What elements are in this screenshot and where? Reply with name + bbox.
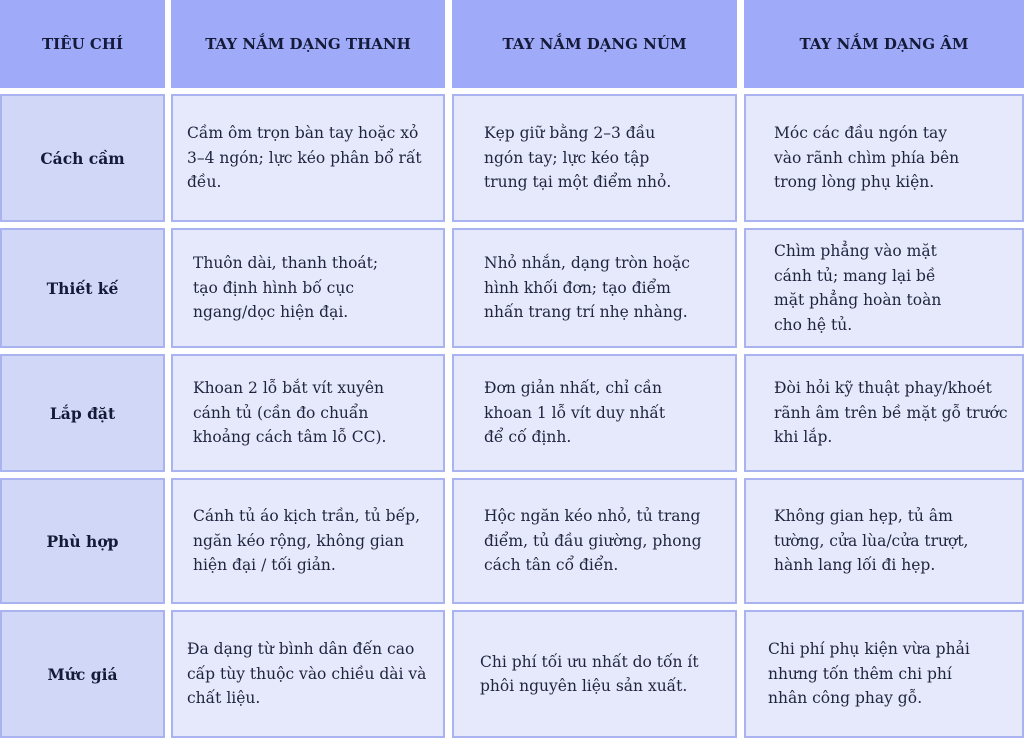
cell-text: Nhỏ nhắn, dạng tròn hoặc hình khối đơn; tạo điểm nhấn trang trí nhẹ nhàng. (484, 254, 690, 322)
header-criteria: TIÊU CHÍ (0, 0, 165, 88)
cell-text: Đòi hỏi kỹ thuật phay/khoét rãnh âm trên bề mặt gỗ trước khi lắp. (774, 379, 1008, 447)
cell-suit-bar (171, 478, 445, 604)
header-knob-handle: TAY NẮM DẠNG NÚM (452, 0, 737, 88)
cell-text: Cánh tủ áo kịch trần, tủ bếp, ngăn kéo rộng, không gian hiện đại / tối giản. (193, 507, 420, 575)
criterion-price: Mức giá (0, 610, 165, 738)
cell-text: Thuôn dài, thanh thoát; tạo định hình bố cục ngang/dọc hiện đại. (193, 254, 379, 322)
cell-install-recessed (744, 354, 1024, 472)
cell-grip-recessed (744, 94, 1024, 222)
cell-text: Đa dạng từ bình dân đến cao cấp tùy thuộc vào chiều dài và chất liệu. (187, 640, 427, 708)
cell-text: Cầm ôm trọn bàn tay hoặc xỏ 3–4 ngón; lực kéo phân bổ rất đều. (187, 124, 422, 192)
cell-price-recessed (744, 610, 1024, 738)
header-recessed-handle: TAY NẮM DẠNG ÂM (744, 0, 1024, 88)
cell-design-bar (171, 228, 445, 348)
cell-install-knob (452, 354, 737, 472)
criterion-grip: Cách cầm (0, 94, 165, 222)
cell-grip-bar (171, 94, 445, 222)
cell-text: Chìm phẳng vào mặt cánh tủ; mang lại bề mặt phẳng hoàn toàn cho hệ tủ. (774, 242, 942, 334)
cell-text: Khoan 2 lỗ bắt vít xuyên cánh tủ (cần đo chuẩn khoảng cách tâm lỗ CC). (193, 379, 387, 447)
cell-suit-knob (452, 478, 737, 604)
cell-suit-recessed (744, 478, 1024, 604)
cell-design-knob (452, 228, 737, 348)
cell-text: Chi phí phụ kiện vừa phải nhưng tốn thêm chi phí nhân công phay gỗ. (768, 640, 970, 708)
cell-price-bar (171, 610, 445, 738)
cell-grip-knob (452, 94, 737, 222)
cell-text: Không gian hẹp, tủ âm tường, cửa lùa/cửa trượt, hành lang lối đi hẹp. (774, 507, 969, 575)
criterion-installation: Lắp đặt (0, 354, 165, 472)
cell-price-knob (452, 610, 737, 738)
cell-text: Hộc ngăn kéo nhỏ, tủ trang điểm, tủ đầu giường, phong cách tân cổ điển. (484, 507, 702, 575)
criterion-suitability: Phù hợp (0, 478, 165, 604)
cell-text: Chi phí tối ưu nhất do tốn ít phôi nguyên liệu sản xuất. (480, 652, 699, 695)
criterion-design: Thiết kế (0, 228, 165, 348)
cell-text: Móc các đầu ngón tay vào rãnh chìm phía bên trong lòng phụ kiện. (774, 124, 960, 192)
header-bar-handle: TAY NẮM DẠNG THANH (171, 0, 445, 88)
cell-design-recessed (744, 228, 1024, 348)
cell-text: Kẹp giữ bằng 2–3 đầu ngón tay; lực kéo tập trung tại một điểm nhỏ. (484, 124, 672, 192)
cell-text: Đơn giản nhất, chỉ cần khoan 1 lỗ vít duy nhất để cố định. (484, 379, 666, 447)
cell-install-bar (171, 354, 445, 472)
